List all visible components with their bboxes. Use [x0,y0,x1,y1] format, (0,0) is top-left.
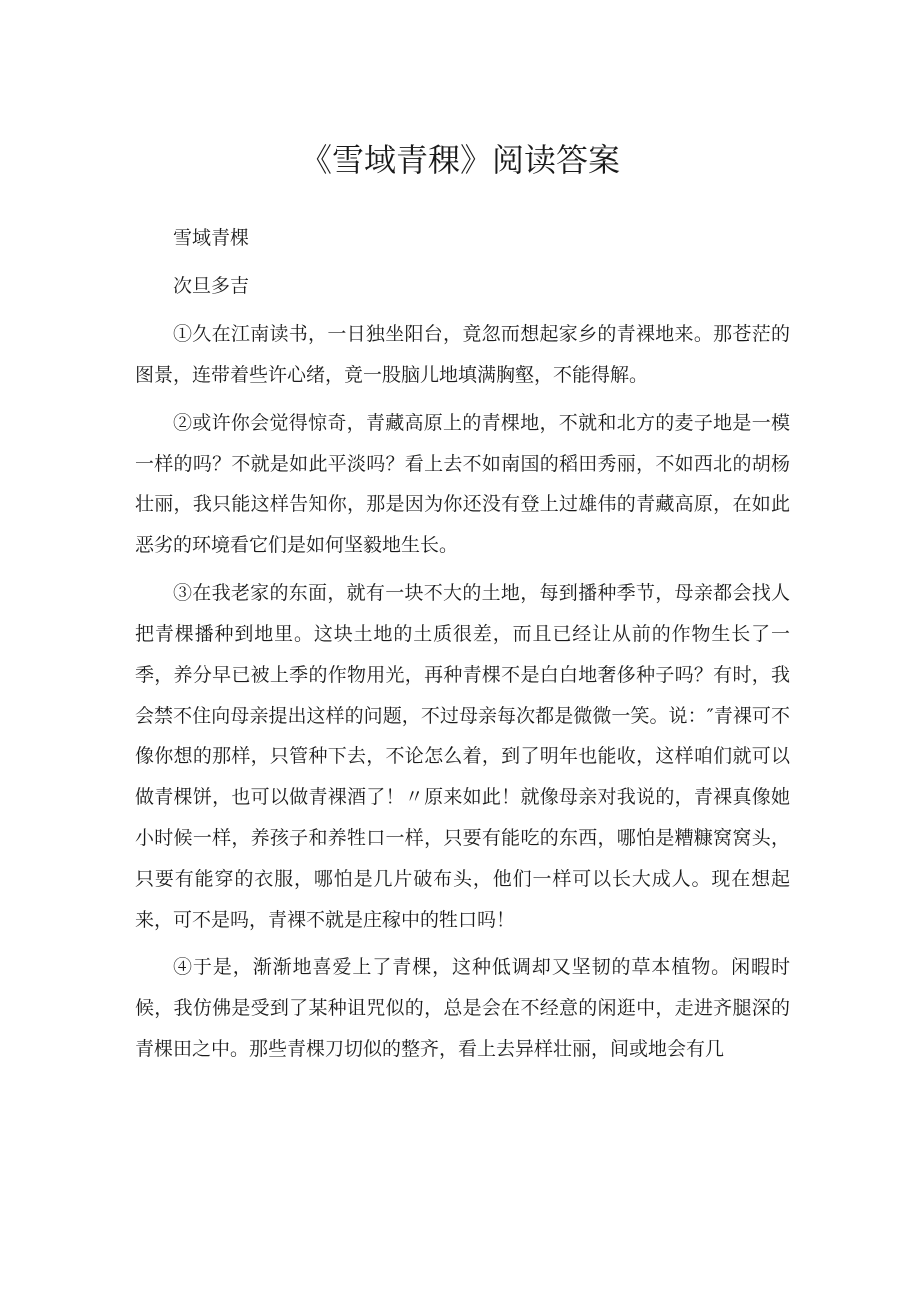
paragraph-4: ④于是，渐渐地喜爱上了青棵，这种低调却又坚韧的草本植物。闲暇时候，我仿佛是受到了某种诅咒似的，总是会在不经意的闲逛中，走进齐腿深的青棵田之中。那些青棵刀切似的整齐，看上去异样壮丽，间或地会有几 [135,956,790,1061]
paragraph-3: ③在我老家的东面，就有一块不大的土地，每到播种季节，母亲都会找人把青棵播种到地里。这块土地的土质很差，而且已经让从前的作物生长了一季，养分早已被上季的作物用光，再种青棵不是白白地奢侈种子吗？有时，我会禁不住向母亲提出这样的问题，不过母亲每次都是微微一笑。说：″青裸可不像你想的那样，只管种下去，不论怎么着，到了明年也能收，这样咱们就可以做青棵饼，也可以做青裸酒了！〃原来如此！就像母亲对我说的，青裸真像她小时候一样，养孩子和养牲口一样，只要有能吃的东西，哪怕是糟糠窝窝头，只要有能穿的衣服，哪怕是几片破布头，他们一样可以长大成人。现在想起来，可不是吗，青裸不就是庄稼中的牲口吗！ [135,582,790,931]
paragraph-1: ①久在江南读书，一日独坐阳台，竟忽而想起家乡的青裸地来。那苍茫的图景，连带着些许心绪，竟一股脑儿地填满胸壑，不能得解。 [135,322,790,386]
paragraph-2: ②或许你会觉得惊奇，青藏高原上的青棵地，不就和北方的麦子地是一模一样的吗？不就是如此平淡吗？看上去不如南国的稻田秀丽，不如西北的胡杨壮丽，我只能这样告知你，那是因为你还没有登上过雄伟的青藏高原，在如此恶劣的环境看它们是如何坚毅地生长。 [135,411,790,557]
document-body [135,218,790,1077]
document-title: 《雪域青稞》阅读答案 [299,141,620,179]
article-author: 次旦多吉 [173,274,250,297]
article-subtitle: 雪域青棵 [173,227,250,249]
